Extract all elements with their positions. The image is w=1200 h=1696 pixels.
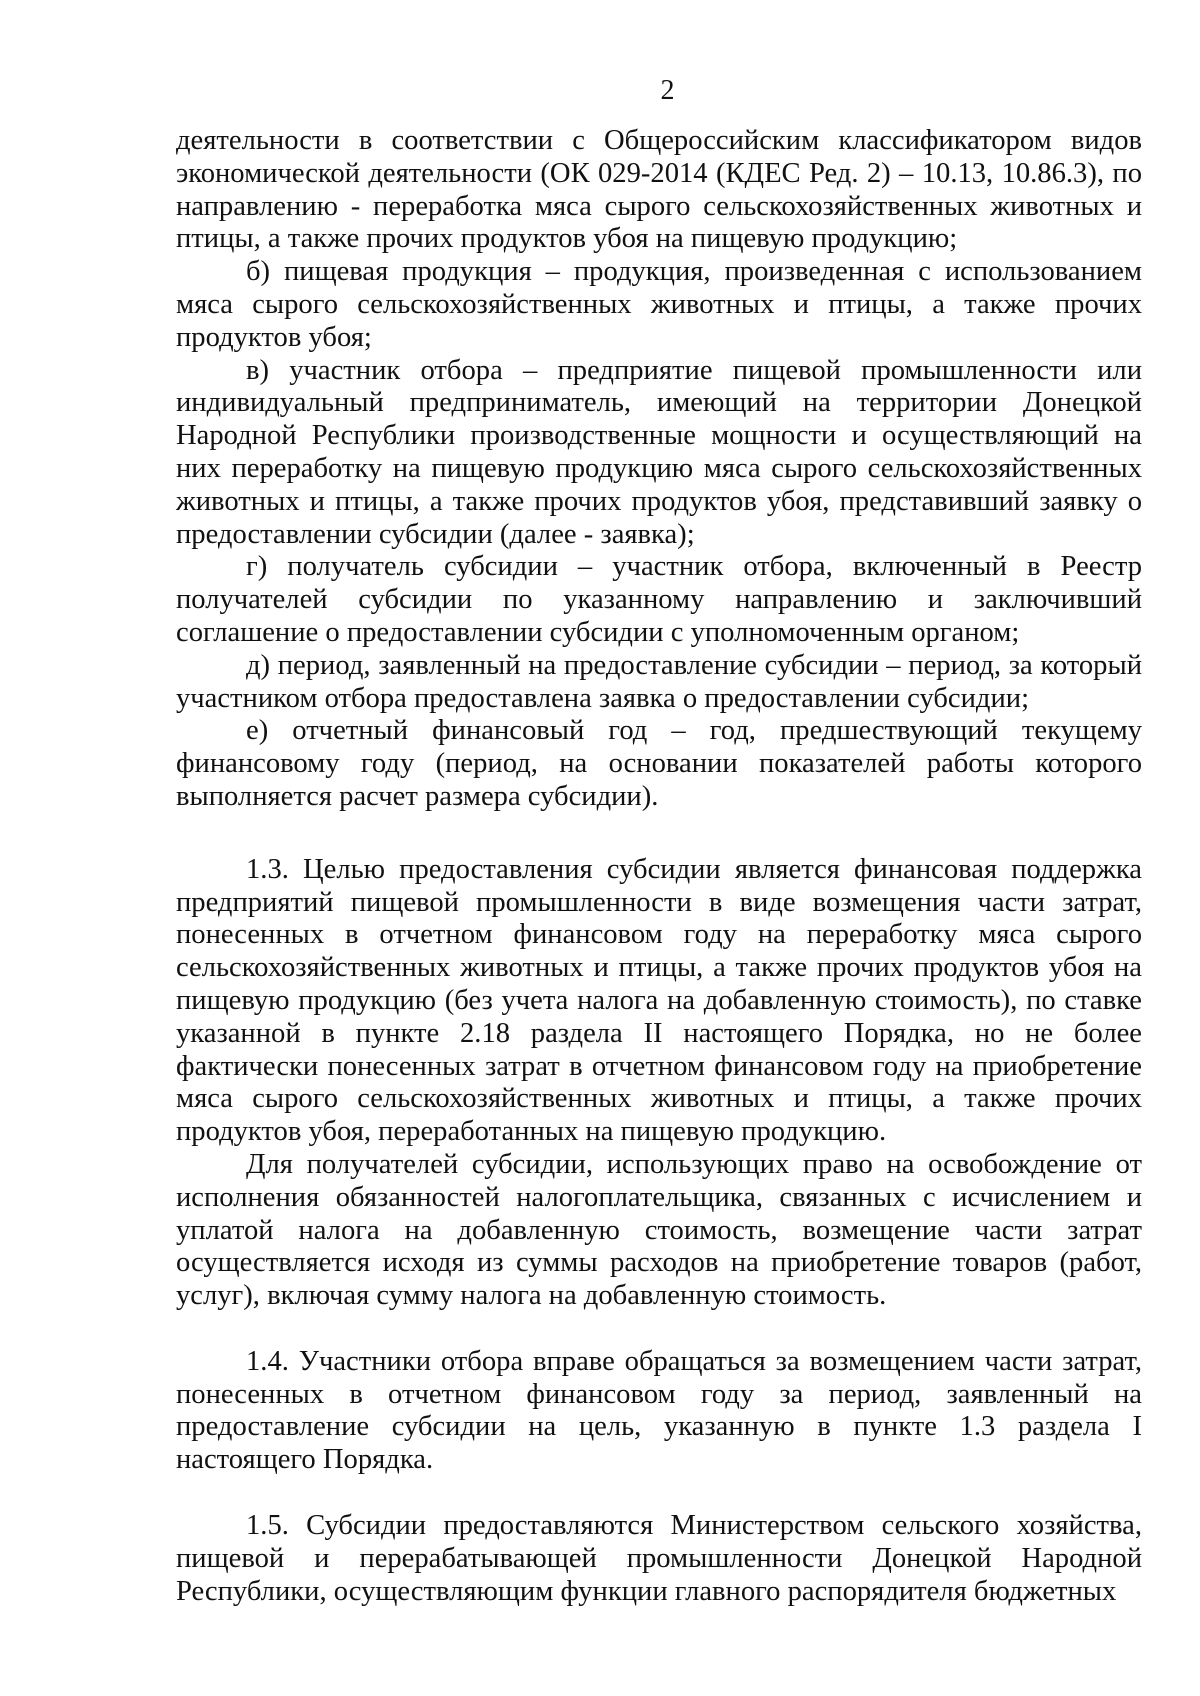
page-number: 2	[660, 75, 675, 106]
paragraph-definition-e: е) отчетный финансовый год – год, предшествующий текущему финансовому году (период, на основании показателей работы которого выполняется расчет размера субсидии).	[176, 715, 1142, 812]
paragraph-section-1-4: 1.4. Участники отбора вправе обращаться за возмещением части затрат, понесенных в отчетном финансовом году за период, заявленный на предоставление субсидии на цель, указанную в пункте 1.3 раздела I настоящего Порядка.	[176, 1345, 1142, 1476]
paragraph-definition-b: б) пищевая продукция – продукция, произведенная с использованием мяса сырого сельскохозяйственных животных и птицы, а также прочих продуктов убоя;	[176, 256, 1142, 353]
paragraph-section-1-3-vat: Для получателей субсидии, использующих право на освобождение от исполнения обязанностей налогоплательщика, связанных с исчислением и уплатой налога на добавленную стоимость, возмещение части затрат осуществляется исходя из суммы расходов на приобретение товаров (работ, услуг), включая сумму налога на добавленную стоимость.	[176, 1148, 1142, 1312]
paragraph-definition-v: в) участник отбора – предприятие пищевой промышленности или индивидуальный предприниматель, имеющий на территории Донецкой Народной Республики производственные мощности и осуществляющий на них переработку на пищевую продукцию мяса сырого сельскохозяйственных животных и птицы, а также прочих продуктов убоя, представивший заявку о предоставлении субсидии (далее - заявка);	[176, 354, 1142, 550]
paragraph-definition-g: г) получатель субсидии – участник отбора, включенный в Реестр получателей субсидии по указанному направлению и заключивший соглашение о предоставлении субсидии с уполномоченным органом;	[176, 551, 1142, 648]
paragraph-section-1-5: 1.5. Субсидии предоставляются Министерством сельского хозяйства, пищевой и перерабатывающей промышленности Донецкой Народной Республики, осуществляющим функции главного распорядителя бюджетных	[176, 1510, 1142, 1607]
document-body	[176, 125, 1142, 1608]
paragraph-definition-d: д) период, заявленный на предоставление субсидии – период, за который участником отбора предоставлена заявка о предоставлении субсидии;	[176, 649, 1142, 714]
paragraph-section-1-3: 1.3. Целью предоставления субсидии является финансовая поддержка предприятий пищевой промышленности в виде возмещения части затрат, понесенных в отчетном финансовом году на переработку мяса сырого сельскохозяйственных животных и птицы, а также прочих продуктов убоя на пищевую продукцию (без учета налога на добавленную стоимость), по ставке указанной в пункте 2.18 раздела II настоящего Порядка, но не более фактически понесенных затрат в отчетном финансовом году на приобретение мяса сырого сельскохозяйственных животных и птицы, а также прочих продуктов убоя, переработанных на пищевую продукцию.	[176, 853, 1142, 1148]
paragraph-continuation: деятельности в соответствии с Общероссийским классификатором видов экономической деятельности (ОК 029-2014 (КДЕС Ред. 2) – 10.13, 10.86.3), по направлению - переработка мяса сырого сельскохозяйственных животных и птицы, а также прочих продуктов убоя на пищевую продукцию;	[176, 125, 1142, 255]
